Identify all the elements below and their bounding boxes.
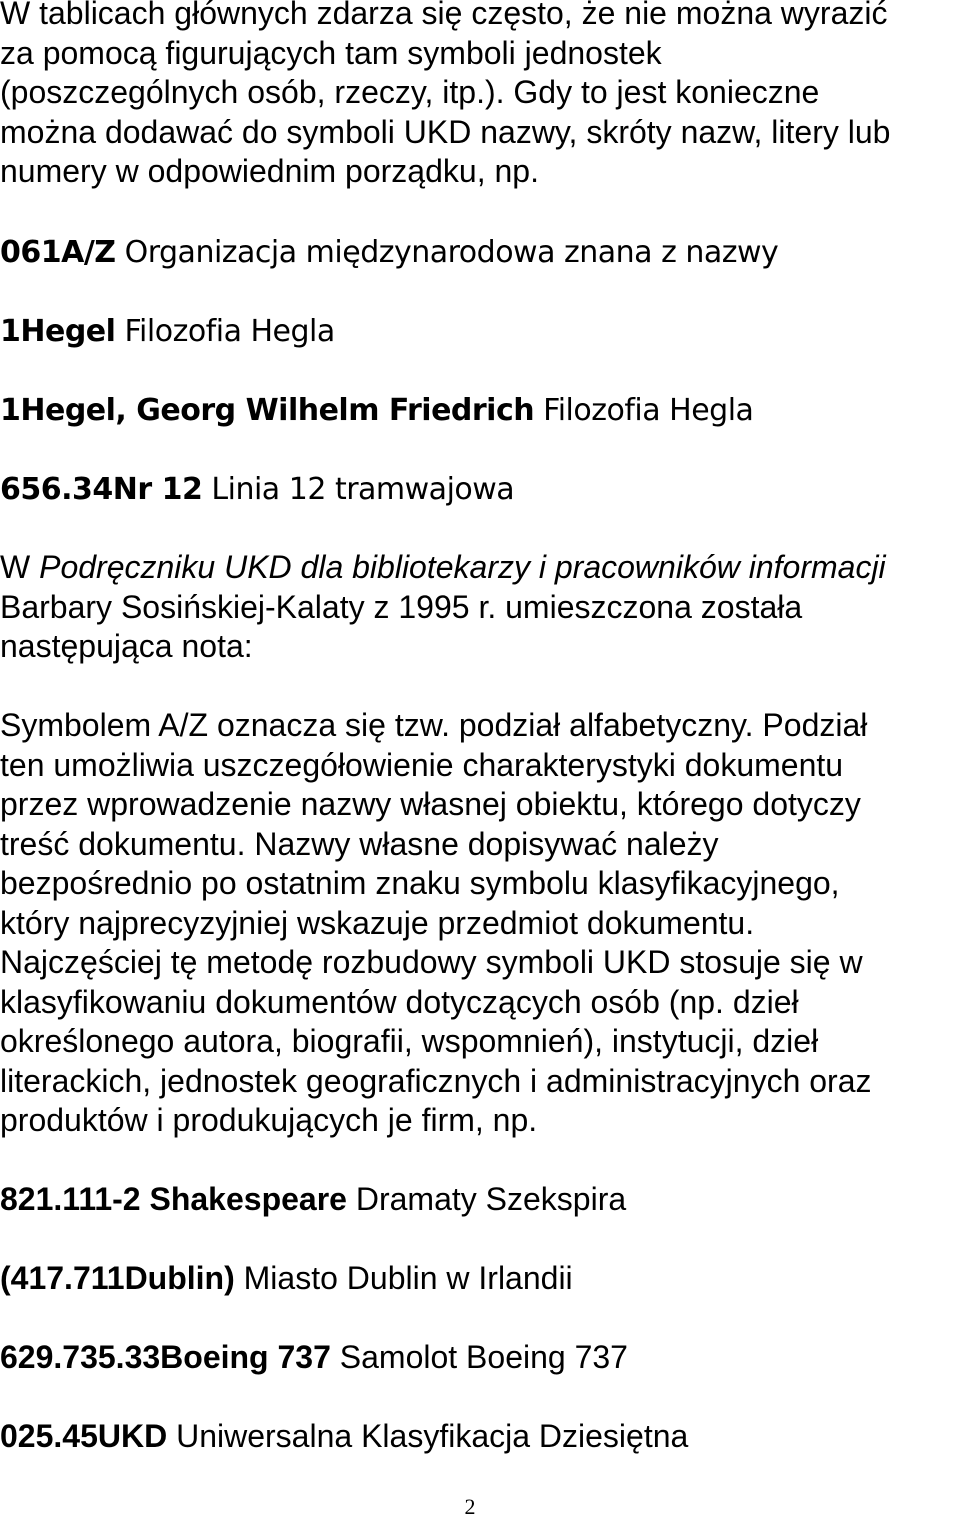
- example-entry: [0, 1417, 960, 1457]
- intro-line: za pomocą figurujących tam symboli jednostek: [0, 34, 662, 71]
- example-symbol: 025.45UKD: [0, 1418, 168, 1454]
- example-description: Uniwersalna Klasyfikacja Dziesiętna: [167, 1418, 689, 1454]
- note-line: klasyfikowaniu dokumentów dotyczących osób (np. dzieł: [0, 983, 799, 1020]
- note-line: literackich, jednostek geograficznych i administracyjnych oraz: [0, 1062, 872, 1099]
- note-intro-line: Barbary Sosińskiej-Kalaty z 1995 r. umieszczona została: [0, 588, 803, 625]
- page-number: 2: [464, 1494, 476, 1519]
- example-symbol: 821.111-2 Shakespeare: [0, 1181, 347, 1217]
- example-description: Organizacja międzynarodowa znana z nazwy: [115, 235, 779, 270]
- book-title: Podręczniku UKD dla bibliotekarzy i pracowników informacji: [39, 549, 886, 585]
- example-symbol: (417.711Dublin): [0, 1260, 235, 1296]
- intro-line: numery w odpowiednim porządku, np.: [0, 153, 539, 189]
- note-intro-line: [0, 548, 960, 588]
- example-symbol: 656.34Nr 12: [0, 472, 203, 507]
- note-line: treść dokumentu. Nazwy własne dopisywać należy: [0, 825, 719, 862]
- example-entry: [0, 1338, 960, 1378]
- note-introduction: [0, 548, 960, 667]
- example-entry: [0, 312, 960, 352]
- example-entry: [0, 233, 960, 273]
- intro-line: można dodawać do symboli UKD nazwy, skróty nazw, litery lub: [0, 113, 891, 150]
- example-symbol: 1Hegel, Georg Wilhelm Friedrich: [0, 393, 535, 428]
- example-description: Miasto Dublin w Irlandii: [234, 1260, 573, 1296]
- note-intro-prefix: W: [0, 549, 40, 585]
- note-line: przez wprowadzenie nazwy własnej obiektu, którego dotyczy: [0, 786, 861, 822]
- example-symbol: 061A/Z: [0, 235, 116, 270]
- example-entry: [0, 470, 960, 510]
- example-description: Filozofia Hegla: [115, 314, 335, 349]
- note-line: ten umożliwia uszczegółowienie charakterystyki dokumentu: [0, 746, 844, 783]
- example-description: Samolot Boeing 737: [330, 1339, 628, 1375]
- note-line: który najprecyzyjniej wskazuje przedmiot dokumentu.: [0, 904, 755, 941]
- example-entry: [0, 1180, 960, 1220]
- note-line: produktów i produkujących je firm, np.: [0, 1102, 538, 1138]
- example-description: Linia 12 tramwajowa: [202, 472, 515, 507]
- note-line: Najczęściej tę metodę rozbudowy symboli UKD stosuje się w: [0, 944, 863, 980]
- example-entry: [0, 391, 960, 431]
- note-line: bezpośrednio po ostatnim znaku symbolu klasyfikacyjnego,: [0, 865, 840, 901]
- quoted-note: [0, 706, 960, 1141]
- example-symbol: 629.735.33Boeing 737: [0, 1339, 331, 1375]
- note-line: Symbolem A/Z oznacza się tzw. podział alfabetyczny. Podział: [0, 707, 868, 743]
- example-description: Filozofia Hegla: [534, 393, 754, 428]
- note-line: określonego autora, biografii, wspomnień), instytucji, dzieł: [0, 1023, 819, 1059]
- example-description: Dramaty Szekspira: [346, 1181, 627, 1217]
- intro-line: W tablicach głównych zdarza się często, że nie można wyrazić: [0, 0, 888, 31]
- example-entry: [0, 1259, 960, 1299]
- intro-paragraph: [0, 0, 960, 192]
- note-intro-line: następująca nota:: [0, 628, 253, 664]
- example-symbol: 1Hegel: [0, 314, 116, 349]
- intro-line: (poszczególnych osób, rzeczy, itp.). Gdy to jest konieczne: [0, 74, 820, 110]
